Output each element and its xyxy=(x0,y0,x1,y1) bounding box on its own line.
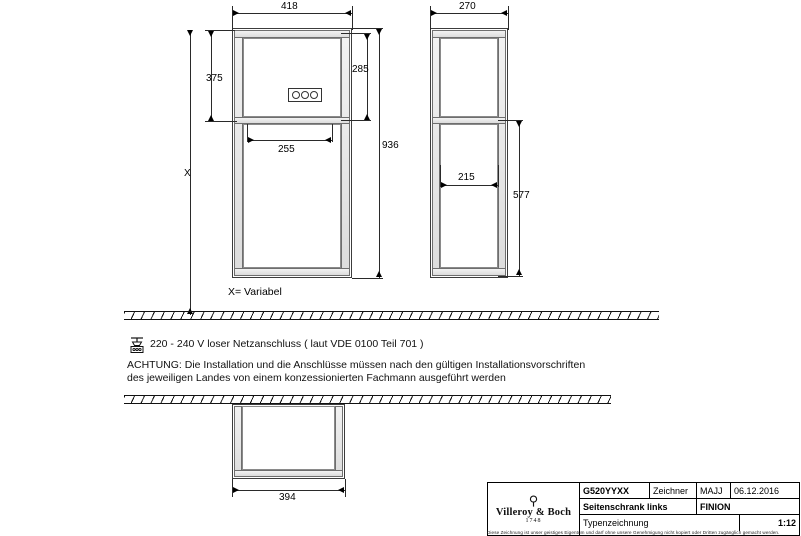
front-width-dim-line xyxy=(232,13,352,14)
dim-255-line xyxy=(247,140,332,141)
dim-255-ext-left xyxy=(247,124,248,142)
side-depth-arrow-right xyxy=(501,10,507,16)
side-view-middle-shelf xyxy=(432,117,506,124)
drawing-type: Typenzeichnung xyxy=(580,515,740,531)
dim-394-arrow-left xyxy=(233,487,239,493)
front-width-arrow-left xyxy=(233,10,239,16)
dim-936-ext-top xyxy=(352,28,383,29)
top-view-right-panel xyxy=(335,406,343,477)
front-width-dim-text: 418 xyxy=(281,1,298,12)
collection-name: FINION xyxy=(700,501,731,512)
dim-936-text: 936 xyxy=(382,140,399,151)
front-width-arrow-right xyxy=(345,10,351,16)
article-number: G520YYXX xyxy=(580,483,650,498)
dim-215-text: 215 xyxy=(458,172,475,183)
side-view-bottom-panel xyxy=(432,268,506,276)
dim-936-arrow-bottom xyxy=(376,271,382,277)
dim-285-line xyxy=(367,33,368,121)
floor-line-upper xyxy=(124,311,659,320)
dim-577-arrow-bottom xyxy=(516,269,522,275)
zeichner-value: MAJJ xyxy=(697,483,731,498)
dim-375-text: 375 xyxy=(206,73,223,84)
dim-255-arrow-left xyxy=(248,137,254,143)
front-ext-line-right xyxy=(352,6,353,30)
top-view-front-panel xyxy=(234,470,343,477)
copyright-note: Diese Zeichnung ist unser geistiges Eigentum und darf ohne unsere Genehmigung nicht kopiert oder Dritten zugänglich gemacht werden. xyxy=(487,530,780,535)
dim-255-ext-right xyxy=(332,124,333,142)
dim-936-line xyxy=(379,28,380,278)
side-view-top-panel xyxy=(432,30,506,38)
front-view-upper-niche xyxy=(243,38,341,117)
front-view-left-panel xyxy=(234,30,243,276)
side-view-lower-compartment xyxy=(440,124,498,268)
front-view-bottom-panel xyxy=(234,268,350,276)
dim-215-ext-right xyxy=(498,165,499,187)
side-depth-dim-text: 270 xyxy=(459,1,476,12)
dim-215-arrow-left xyxy=(441,182,447,188)
product-name: Seitenschrank links xyxy=(580,499,697,514)
side-depth-arrow-left xyxy=(431,10,437,16)
top-view-left-panel xyxy=(234,406,242,477)
dim-394-ext-right xyxy=(345,479,346,497)
power-connection-note: 220 - 240 V loser Netzanschluss ( laut VDE 0100 Teil 701 ) xyxy=(150,338,424,350)
side-depth-dim-line xyxy=(430,13,508,14)
dim-x-arrow-top xyxy=(187,30,193,36)
dim-577-ext-top xyxy=(498,120,523,121)
dim-215-line xyxy=(440,185,498,186)
variable-note-text: X= Variabel xyxy=(228,286,282,298)
side-view-right-panel xyxy=(498,30,506,276)
dim-375-ext-top xyxy=(205,30,235,31)
dim-255-arrow-right xyxy=(325,137,331,143)
dim-255-text: 255 xyxy=(278,144,295,155)
dim-394-line xyxy=(232,490,345,491)
brand-logo xyxy=(488,483,580,535)
dim-375-ext-bottom xyxy=(205,121,237,122)
dim-285-text: 285 xyxy=(352,64,369,75)
warning-note-line2: des jeweiligen Landes von einem konzessionierten Fachmann ausgeführt werden xyxy=(127,372,506,384)
dim-394-text: 394 xyxy=(279,492,296,503)
dim-577-text: 577 xyxy=(513,190,530,201)
brand-year: 1748 xyxy=(525,518,542,524)
side-ext-line-right xyxy=(508,6,509,30)
dim-375-arrow-top xyxy=(208,31,214,37)
dim-215-ext-left xyxy=(440,165,441,187)
zeichner-label: Zeichner xyxy=(650,483,697,498)
dim-285-ext-top xyxy=(341,33,371,34)
front-view-middle-shelf xyxy=(234,117,350,124)
front-view-top-panel xyxy=(234,30,350,38)
top-view-interior xyxy=(242,406,335,470)
power-plug-icon xyxy=(127,336,147,354)
dim-215-arrow-right xyxy=(491,182,497,188)
title-block xyxy=(487,482,800,536)
side-view-upper-compartment xyxy=(440,38,498,117)
dim-936-arrow-top xyxy=(376,29,382,35)
power-socket-symbol xyxy=(288,88,322,102)
drawing-scale: 1:12 xyxy=(777,518,796,528)
drawing-date: 06.12.2016 xyxy=(734,485,780,496)
dim-577-arrow-top xyxy=(516,121,522,127)
front-view-right-panel xyxy=(341,30,350,276)
brand-mark-icon: ⚲ xyxy=(528,493,539,508)
dim-577-ext-bottom xyxy=(498,276,523,277)
brand-name: Villeroy & Boch xyxy=(495,507,572,518)
dim-394-arrow-right xyxy=(338,487,344,493)
floor-line-lower xyxy=(124,395,611,404)
dim-936-ext-bottom xyxy=(352,278,383,279)
dim-285-ext-bottom xyxy=(341,120,371,121)
warning-note-line1: ACHTUNG: Die Installation und die Anschlüsse müssen nach den gültigen Installationsvorschriften xyxy=(127,359,586,371)
dim-x-text: X xyxy=(184,168,191,179)
side-view-left-panel xyxy=(432,30,440,276)
dim-285-arrow-top xyxy=(364,34,370,40)
